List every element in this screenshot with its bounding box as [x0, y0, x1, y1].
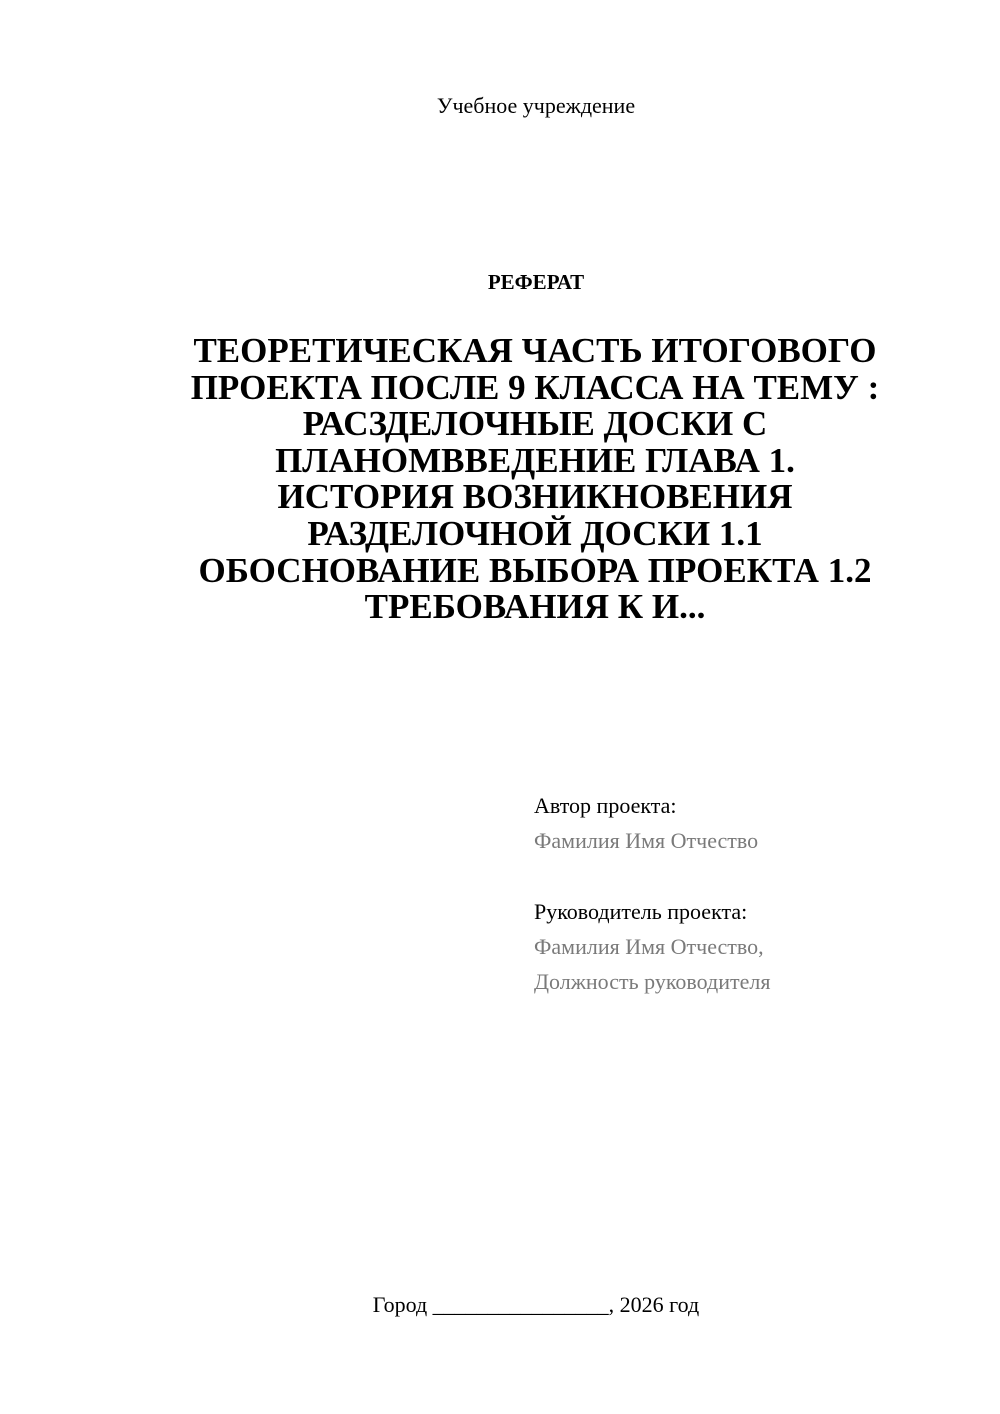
- document-title: [150, 333, 920, 626]
- title-line: РАСЗДЕЛОЧНЫЕ ДОСКИ С: [302, 404, 768, 444]
- title-line: ПРОЕКТА ПОСЛЕ 9 КЛАССА НА ТЕМУ :: [190, 367, 880, 407]
- project-people-block: [534, 788, 974, 999]
- title-line: ПЛАНОМВВЕДЕНИЕ ГЛАВА 1.: [275, 440, 795, 480]
- supervisor-name: Фамилия Имя Отчество,: [534, 934, 764, 959]
- supervisor-label: Руководитель проекта:: [534, 899, 748, 924]
- title-line: ОБОСНОВАНИЕ ВЫБОРА ПРОЕКТА 1.2: [198, 550, 872, 590]
- city-year-line: Город ________________, 2026 год: [372, 1292, 700, 1317]
- author-name: Фамилия Имя Отчество: [534, 828, 759, 853]
- supervisor-position: Должность руководителя: [534, 969, 771, 994]
- document-type: РЕФЕРАТ: [487, 270, 585, 294]
- institution-name: Учебное учреждение: [436, 93, 636, 118]
- spacer: [534, 858, 974, 894]
- title-line: РАЗДЕЛОЧНОЙ ДОСКИ 1.1: [307, 513, 763, 553]
- title-line: ТРЕБОВАНИЯ К И...: [364, 587, 706, 627]
- title-line: ТЕОРЕТИЧЕСКАЯ ЧАСТЬ ИТОГОВОГО: [193, 331, 877, 370]
- author-label: Автор проекта:: [534, 793, 677, 818]
- title-line: ИСТОРИЯ ВОЗНИКНОВЕНИЯ: [277, 477, 793, 517]
